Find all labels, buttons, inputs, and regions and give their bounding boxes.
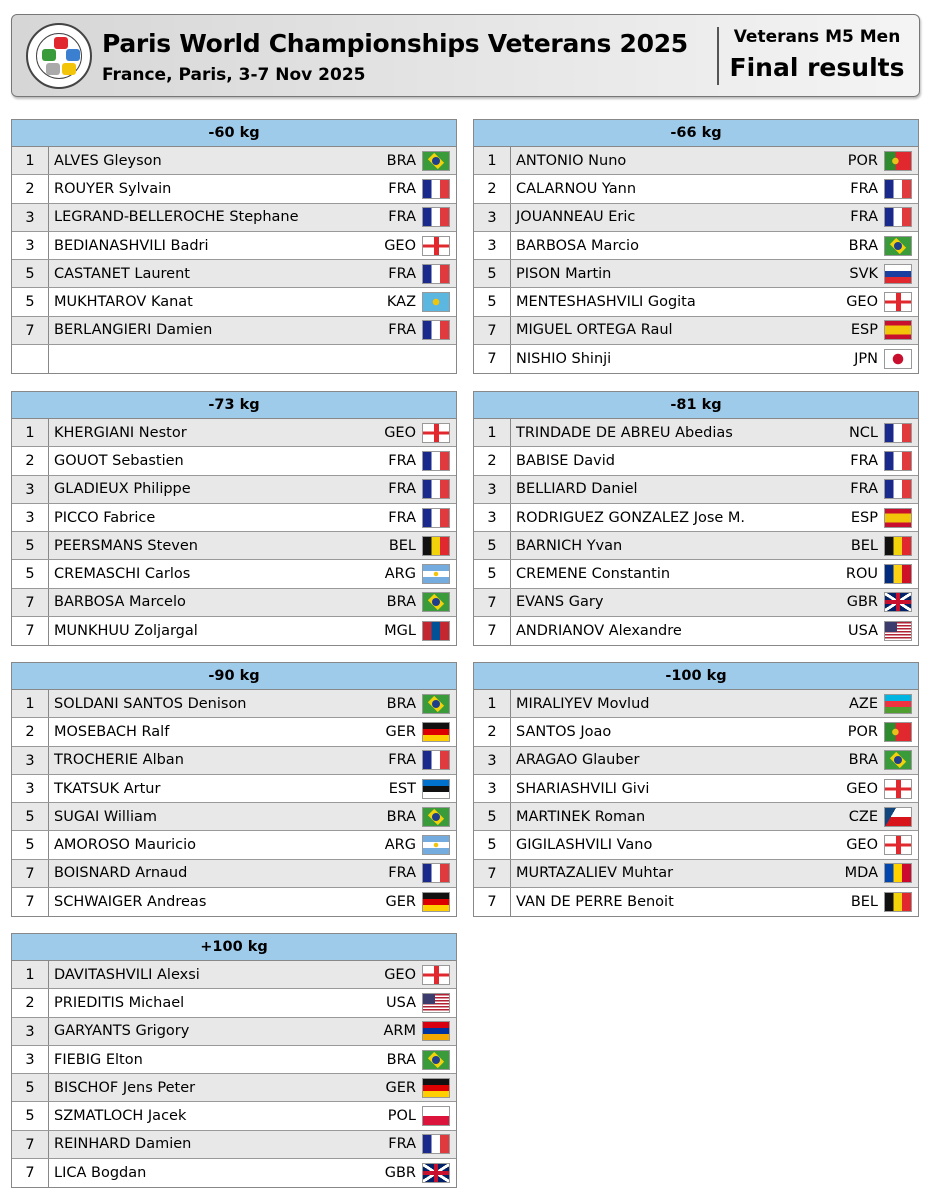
country-flag-icon bbox=[884, 451, 912, 471]
table-row bbox=[12, 961, 456, 989]
rank: 3 bbox=[12, 504, 49, 531]
rank bbox=[12, 345, 49, 373]
athlete-name: GOUOT Sebastien bbox=[54, 452, 184, 469]
table-row bbox=[12, 317, 456, 345]
rank: 1 bbox=[474, 147, 511, 174]
country-flag-icon bbox=[422, 564, 450, 584]
weight-category-table bbox=[473, 391, 919, 646]
country-flag-icon bbox=[884, 320, 912, 340]
athlete-name: ALVES Gleyson bbox=[54, 152, 162, 169]
country-code: JPN bbox=[854, 351, 878, 368]
country-flag-icon bbox=[884, 892, 912, 912]
rank: 3 bbox=[474, 747, 511, 774]
rank: 7 bbox=[474, 617, 511, 645]
country-flag-icon bbox=[884, 807, 912, 827]
rank: 3 bbox=[474, 504, 511, 531]
rank: 7 bbox=[474, 589, 511, 616]
country-flag-icon bbox=[422, 1021, 450, 1041]
table-row bbox=[12, 989, 456, 1017]
country-flag-icon bbox=[422, 320, 450, 340]
country-flag-icon bbox=[884, 207, 912, 227]
athlete-name: JOUANNEAU Eric bbox=[516, 209, 636, 226]
athlete-name: SHARIASHVILI Givi bbox=[516, 780, 650, 797]
country-flag-icon bbox=[884, 564, 912, 584]
country-code: POR bbox=[847, 723, 878, 740]
athlete-name: SCHWAIGER Andreas bbox=[54, 894, 207, 911]
country-flag-icon bbox=[884, 592, 912, 612]
country-code: FRA bbox=[388, 209, 416, 226]
table-row bbox=[474, 419, 918, 447]
country-code: AZE bbox=[848, 695, 878, 712]
country-code: FRA bbox=[388, 865, 416, 882]
rank: 3 bbox=[12, 232, 49, 259]
weight-category-table bbox=[11, 662, 457, 917]
country-code: BRA bbox=[386, 808, 416, 825]
country-code: BRA bbox=[386, 1051, 416, 1068]
table-row bbox=[474, 860, 918, 888]
athlete-name: GIGILASHVILI Vano bbox=[516, 837, 653, 854]
country-flag-icon bbox=[884, 694, 912, 714]
table-row bbox=[12, 260, 456, 288]
rank: 3 bbox=[474, 232, 511, 259]
rank: 1 bbox=[12, 961, 49, 988]
athlete-name: TROCHERIE Alban bbox=[54, 752, 184, 769]
country-code: BRA bbox=[848, 237, 878, 254]
country-flag-icon bbox=[422, 835, 450, 855]
rank: 5 bbox=[474, 288, 511, 315]
ijf-logo bbox=[26, 23, 92, 89]
rank: 5 bbox=[474, 803, 511, 830]
rank: 1 bbox=[12, 690, 49, 717]
country-flag-icon bbox=[884, 349, 912, 369]
country-code: ARM bbox=[383, 1023, 416, 1040]
weight-category-title: -81 kg bbox=[474, 392, 918, 419]
country-code: USA bbox=[847, 623, 878, 640]
table-row bbox=[474, 204, 918, 232]
country-code: FRA bbox=[388, 509, 416, 526]
country-flag-icon bbox=[422, 592, 450, 612]
country-code: BEL bbox=[850, 894, 878, 911]
athlete-name: VAN DE PERRE Benoit bbox=[516, 894, 674, 911]
country-flag-icon bbox=[422, 1078, 450, 1098]
athlete-name: MARTINEK Roman bbox=[516, 808, 646, 825]
country-code: GER bbox=[385, 1079, 416, 1096]
weight-category-title: -66 kg bbox=[474, 120, 918, 147]
athlete-name: PEERSMANS Steven bbox=[54, 537, 198, 554]
country-code: EST bbox=[388, 780, 416, 797]
rank: 1 bbox=[12, 419, 49, 446]
country-flag-icon bbox=[422, 179, 450, 199]
table-row bbox=[474, 175, 918, 203]
country-flag-icon bbox=[884, 722, 912, 742]
country-code: POR bbox=[847, 152, 878, 169]
rank: 5 bbox=[12, 532, 49, 559]
athlete-name: TRINDADE DE ABREU Abedias bbox=[516, 424, 733, 441]
country-flag-icon bbox=[422, 451, 450, 471]
country-code: BRA bbox=[386, 594, 416, 611]
rank: 7 bbox=[12, 888, 49, 916]
rank: 5 bbox=[12, 260, 49, 287]
table-row bbox=[12, 589, 456, 617]
table-row bbox=[12, 617, 456, 645]
table-row bbox=[474, 147, 918, 175]
rank: 1 bbox=[12, 147, 49, 174]
country-flag-icon bbox=[884, 179, 912, 199]
rank: 5 bbox=[12, 1074, 49, 1101]
athlete-name: LICA Bogdan bbox=[54, 1165, 147, 1182]
page-title: Paris World Championships Veterans 2025 bbox=[102, 29, 688, 58]
rank: 2 bbox=[474, 447, 511, 474]
table-row bbox=[12, 1018, 456, 1046]
athlete-name: NISHIO Shinji bbox=[516, 351, 612, 368]
table-row bbox=[474, 560, 918, 588]
weight-category-title: -60 kg bbox=[12, 120, 456, 147]
table-row bbox=[12, 831, 456, 859]
results-status: Final results bbox=[729, 53, 905, 82]
country-code: FRA bbox=[850, 180, 878, 197]
athlete-name: REINHARD Damien bbox=[54, 1136, 192, 1153]
rank: 2 bbox=[12, 447, 49, 474]
table-row bbox=[474, 476, 918, 504]
athlete-name: SANTOS Joao bbox=[516, 723, 612, 740]
rank: 3 bbox=[12, 1018, 49, 1045]
table-row bbox=[12, 560, 456, 588]
rank: 3 bbox=[12, 1046, 49, 1073]
country-code: FRA bbox=[388, 752, 416, 769]
weight-category-title: -90 kg bbox=[12, 663, 456, 690]
table-row bbox=[474, 532, 918, 560]
table-row bbox=[474, 775, 918, 803]
country-code: FRA bbox=[850, 481, 878, 498]
rank: 7 bbox=[474, 860, 511, 887]
country-flag-icon bbox=[884, 292, 912, 312]
country-code: BEL bbox=[388, 537, 416, 554]
country-code: CZE bbox=[848, 808, 878, 825]
table-row bbox=[12, 504, 456, 532]
country-flag-icon bbox=[422, 807, 450, 827]
rank: 3 bbox=[474, 476, 511, 503]
athlete-name: FIEBIG Elton bbox=[54, 1051, 143, 1068]
country-flag-icon bbox=[884, 835, 912, 855]
weight-category-table bbox=[473, 119, 919, 374]
country-code: FRA bbox=[388, 265, 416, 282]
country-code: GER bbox=[385, 894, 416, 911]
table-row bbox=[474, 447, 918, 475]
country-flag-icon bbox=[422, 236, 450, 256]
table-row bbox=[12, 690, 456, 718]
country-code: NCL bbox=[848, 424, 878, 441]
table-row bbox=[12, 147, 456, 175]
weight-category-title: -100 kg bbox=[474, 663, 918, 690]
table-row bbox=[12, 476, 456, 504]
rank: 7 bbox=[12, 617, 49, 645]
athlete-name: CALARNOU Yann bbox=[516, 180, 637, 197]
rank: 1 bbox=[474, 419, 511, 446]
country-flag-icon bbox=[422, 694, 450, 714]
country-code: BRA bbox=[848, 752, 878, 769]
country-code: GEO bbox=[384, 424, 416, 441]
country-code: GEO bbox=[384, 966, 416, 983]
weight-category-table bbox=[11, 933, 457, 1188]
table-row bbox=[12, 532, 456, 560]
athlete-name: AMOROSO Mauricio bbox=[54, 837, 197, 854]
rank: 2 bbox=[12, 989, 49, 1016]
table-row bbox=[474, 747, 918, 775]
country-flag-icon bbox=[422, 536, 450, 556]
table-row bbox=[12, 1046, 456, 1074]
table-row bbox=[12, 204, 456, 232]
table-row bbox=[474, 617, 918, 645]
athlete-name: ANDRIANOV Alexandre bbox=[516, 623, 682, 640]
table-row bbox=[474, 345, 918, 373]
country-flag-icon bbox=[422, 264, 450, 284]
country-code: FRA bbox=[850, 209, 878, 226]
athlete-name: BERLANGIERI Damien bbox=[54, 322, 213, 339]
athlete-name: BARNICH Yvan bbox=[516, 537, 623, 554]
table-row bbox=[474, 504, 918, 532]
athlete-name: CASTANET Laurent bbox=[54, 265, 190, 282]
table-row bbox=[12, 747, 456, 775]
rank: 3 bbox=[12, 747, 49, 774]
country-flag-icon bbox=[884, 423, 912, 443]
athlete-name: SUGAI William bbox=[54, 808, 158, 825]
athlete-name: BEDIANASHVILI Badri bbox=[54, 237, 209, 254]
athlete-name: EVANS Gary bbox=[516, 594, 604, 611]
table-row bbox=[12, 1159, 456, 1187]
rank: 5 bbox=[12, 288, 49, 315]
table-row bbox=[12, 888, 456, 916]
athlete-name: BELLIARD Daniel bbox=[516, 481, 638, 498]
table-row bbox=[12, 288, 456, 316]
country-flag-icon bbox=[884, 479, 912, 499]
country-flag-icon bbox=[422, 1163, 450, 1183]
country-flag-icon bbox=[422, 1106, 450, 1126]
table-row bbox=[474, 260, 918, 288]
country-code: GEO bbox=[846, 780, 878, 797]
page-header bbox=[11, 14, 920, 97]
table-row bbox=[474, 690, 918, 718]
country-code: FRA bbox=[388, 180, 416, 197]
table-row bbox=[12, 175, 456, 203]
country-code: GEO bbox=[846, 294, 878, 311]
rank: 2 bbox=[474, 718, 511, 745]
athlete-name: ROUYER Sylvain bbox=[54, 180, 172, 197]
athlete-name: ARAGAO Glauber bbox=[516, 752, 640, 769]
country-code: ARG bbox=[384, 837, 416, 854]
rank: 5 bbox=[12, 1102, 49, 1129]
country-flag-icon bbox=[422, 892, 450, 912]
rank: 7 bbox=[474, 888, 511, 916]
country-flag-icon bbox=[884, 779, 912, 799]
country-code: MGL bbox=[384, 623, 416, 640]
country-code: GBR bbox=[384, 1165, 416, 1182]
country-flag-icon bbox=[884, 264, 912, 284]
athlete-name: PRIEDITIS Michael bbox=[54, 994, 185, 1011]
rank: 7 bbox=[474, 317, 511, 344]
country-code: FRA bbox=[388, 452, 416, 469]
rank: 5 bbox=[12, 803, 49, 830]
athlete-name: SOLDANI SANTOS Denison bbox=[54, 695, 247, 712]
table-row bbox=[474, 803, 918, 831]
rank: 3 bbox=[12, 775, 49, 802]
table-row bbox=[12, 1102, 456, 1130]
country-flag-icon bbox=[422, 993, 450, 1013]
rank: 5 bbox=[474, 560, 511, 587]
table-row bbox=[12, 1074, 456, 1102]
rank: 7 bbox=[474, 345, 511, 373]
rank: 3 bbox=[12, 476, 49, 503]
rank: 2 bbox=[12, 718, 49, 745]
country-flag-icon bbox=[422, 292, 450, 312]
country-flag-icon bbox=[422, 423, 450, 443]
country-code: ARG bbox=[384, 566, 416, 583]
athlete-name: PISON Martin bbox=[516, 265, 612, 282]
table-row bbox=[12, 447, 456, 475]
rank: 5 bbox=[474, 831, 511, 858]
athlete-name: DAVITASHVILI Alexsi bbox=[54, 966, 200, 983]
weight-category-title: +100 kg bbox=[12, 934, 456, 961]
country-flag-icon bbox=[884, 863, 912, 883]
table-row bbox=[474, 232, 918, 260]
table-row bbox=[12, 860, 456, 888]
rank: 5 bbox=[474, 532, 511, 559]
athlete-name: BOISNARD Arnaud bbox=[54, 865, 188, 882]
country-flag-icon bbox=[422, 779, 450, 799]
table-row bbox=[12, 775, 456, 803]
rank: 2 bbox=[12, 175, 49, 202]
athlete-name: SZMATLOCH Jacek bbox=[54, 1108, 187, 1125]
country-code: FRA bbox=[388, 481, 416, 498]
rank: 2 bbox=[474, 175, 511, 202]
country-flag-icon bbox=[884, 236, 912, 256]
country-code: ESP bbox=[850, 322, 878, 339]
country-code: GEO bbox=[846, 837, 878, 854]
rank: 7 bbox=[12, 317, 49, 344]
country-code: MDA bbox=[844, 865, 878, 882]
athlete-name: MIGUEL ORTEGA Raul bbox=[516, 322, 673, 339]
athlete-name: CREMASCHI Carlos bbox=[54, 566, 191, 583]
country-flag-icon bbox=[422, 151, 450, 171]
table-row bbox=[474, 589, 918, 617]
country-code: BRA bbox=[386, 152, 416, 169]
athlete-name: MUKHTAROV Kanat bbox=[54, 294, 193, 311]
country-flag-icon bbox=[884, 621, 912, 641]
athlete-name: ANTONIO Nuno bbox=[516, 152, 627, 169]
table-row bbox=[12, 718, 456, 746]
weight-category-table bbox=[473, 662, 919, 917]
athlete-name: BARBOSA Marcio bbox=[516, 237, 639, 254]
weight-category-title: -73 kg bbox=[12, 392, 456, 419]
event-location-date: France, Paris, 3-7 Nov 2025 bbox=[102, 65, 366, 85]
athlete-name: MURTAZALIEV Muhtar bbox=[516, 865, 674, 882]
table-row bbox=[12, 345, 456, 373]
country-code: POL bbox=[387, 1108, 416, 1125]
athlete-name: BABISE David bbox=[516, 452, 615, 469]
country-code: GBR bbox=[846, 594, 878, 611]
country-flag-icon bbox=[422, 479, 450, 499]
athlete-name: MOSEBACH Ralf bbox=[54, 723, 170, 740]
country-flag-icon bbox=[422, 1134, 450, 1154]
country-flag-icon bbox=[422, 1050, 450, 1070]
country-code: KAZ bbox=[386, 294, 416, 311]
country-code: ESP bbox=[850, 509, 878, 526]
country-code: FRA bbox=[850, 452, 878, 469]
athlete-name: PICCO Fabrice bbox=[54, 509, 156, 526]
rank: 7 bbox=[12, 1131, 49, 1158]
country-code: BEL bbox=[850, 537, 878, 554]
athlete-name: CREMENE Constantin bbox=[516, 566, 671, 583]
country-flag-icon bbox=[422, 863, 450, 883]
country-flag-icon bbox=[422, 621, 450, 641]
rank: 5 bbox=[474, 260, 511, 287]
country-code: BRA bbox=[386, 695, 416, 712]
country-code: USA bbox=[385, 994, 416, 1011]
table-row bbox=[474, 888, 918, 916]
athlete-name: GLADIEUX Philippe bbox=[54, 481, 191, 498]
athlete-name: TKATSUK Artur bbox=[54, 780, 161, 797]
rank: 3 bbox=[474, 775, 511, 802]
country-flag-icon bbox=[422, 207, 450, 227]
category-label: Veterans M5 Men bbox=[733, 27, 901, 47]
table-row bbox=[12, 419, 456, 447]
athlete-name: MUNKHUU Zoljargal bbox=[54, 623, 198, 640]
country-code: FRA bbox=[388, 322, 416, 339]
country-code: GEO bbox=[384, 237, 416, 254]
country-flag-icon bbox=[422, 750, 450, 770]
table-row bbox=[474, 718, 918, 746]
athlete-name: KHERGIANI Nestor bbox=[54, 424, 187, 441]
rank: 7 bbox=[12, 1159, 49, 1187]
athlete-name: GARYANTS Grigory bbox=[54, 1023, 190, 1040]
country-flag-icon bbox=[884, 750, 912, 770]
rank: 5 bbox=[12, 831, 49, 858]
rank: 7 bbox=[12, 589, 49, 616]
country-flag-icon bbox=[884, 536, 912, 556]
country-code: ROU bbox=[845, 566, 878, 583]
country-flag-icon bbox=[422, 508, 450, 528]
athlete-name: MENTESHASHVILI Gogita bbox=[516, 294, 696, 311]
country-code: SVK bbox=[849, 265, 878, 282]
table-row bbox=[474, 831, 918, 859]
country-flag-icon bbox=[422, 965, 450, 985]
athlete-name: BISCHOF Jens Peter bbox=[54, 1079, 196, 1096]
athlete-name: BARBOSA Marcelo bbox=[54, 594, 186, 611]
country-code: FRA bbox=[388, 1136, 416, 1153]
weight-category-table bbox=[11, 119, 457, 374]
country-flag-icon bbox=[884, 508, 912, 528]
table-row bbox=[474, 288, 918, 316]
rank: 3 bbox=[12, 204, 49, 231]
rank: 3 bbox=[474, 204, 511, 231]
table-row bbox=[12, 803, 456, 831]
table-row bbox=[474, 317, 918, 345]
table-row bbox=[12, 232, 456, 260]
athlete-name: RODRIGUEZ GONZALEZ Jose M. bbox=[516, 509, 746, 526]
athlete-name: MIRALIYEV Movlud bbox=[516, 695, 650, 712]
country-code: GER bbox=[385, 723, 416, 740]
rank: 1 bbox=[474, 690, 511, 717]
country-flag-icon bbox=[422, 722, 450, 742]
rank: 7 bbox=[12, 860, 49, 887]
rank: 5 bbox=[12, 560, 49, 587]
weight-category-table bbox=[11, 391, 457, 646]
athlete-name: LEGRAND-BELLEROCHE Stephane bbox=[54, 209, 299, 226]
table-row bbox=[12, 1131, 456, 1159]
country-flag-icon bbox=[884, 151, 912, 171]
